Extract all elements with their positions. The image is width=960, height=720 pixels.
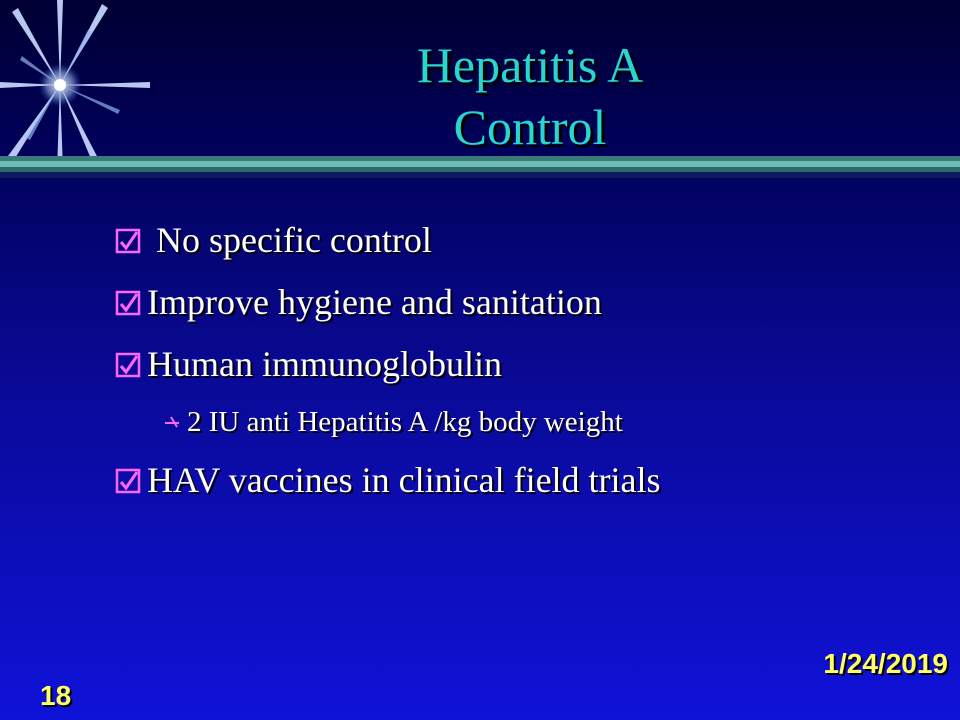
- checkbox-checked-icon: [115, 228, 141, 254]
- checkbox-checked-icon: [115, 352, 141, 378]
- bullet-list: [115, 218, 915, 520]
- slide-number: 18: [40, 680, 72, 711]
- dash-bullet-icon: [163, 413, 183, 429]
- bullet-text: Human immunoglobulin: [147, 344, 502, 384]
- checkbox-checked-icon: [115, 290, 141, 316]
- slide-date: 1/24/2019: [823, 648, 948, 679]
- checkbox-checked-icon: [115, 468, 141, 494]
- bullet-item: [115, 218, 915, 280]
- title-line-2: Control: [453, 99, 607, 155]
- sub-bullet-item: [115, 404, 915, 458]
- bullet-item: [115, 342, 915, 404]
- bullet-item: [115, 280, 915, 342]
- bullet-text: HAV vaccines in clinical field trials: [147, 460, 661, 500]
- header-divider: [0, 156, 960, 178]
- bullet-text: Improve hygiene and sanitation: [147, 282, 602, 322]
- bullet-text: No specific control: [147, 220, 432, 260]
- sub-bullet-text: 2 IU anti Hepatitis A /kg body weight: [187, 406, 623, 438]
- slide-title: [0, 34, 960, 158]
- bullet-item: [115, 458, 915, 520]
- title-line-1: Hepatitis A: [416, 37, 644, 93]
